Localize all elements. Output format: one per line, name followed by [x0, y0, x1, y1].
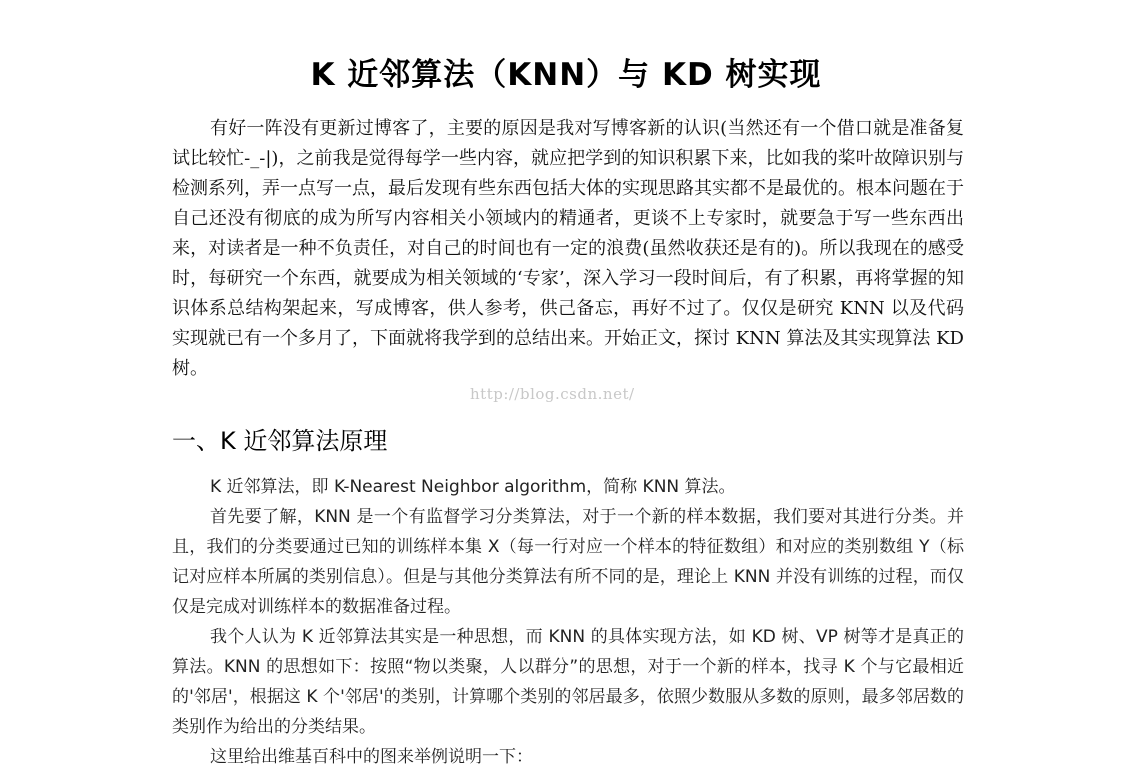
body-paragraph: K 近邻算法，即 K-Nearest Neighbor algorithm，简称 KNN 算法。	[210, 477, 736, 497]
section-body	[172, 472, 964, 772]
page-title: K 近邻算法（KNN）与 KD 树实现	[310, 56, 822, 93]
body-paragraph: 首先要了解，KNN 是一个有监督学习分类算法，对于一个新的样本数据，我们要对其进行分类。并且，我们的分类要通过已知的训练样本集 X（每一行对应一个样本的特征数组）和对应的类别数组 Y（标记对应样本所属的类别信息）。但是与其他分类算法有所不同的是，理论上 KNN 并没有训练的过程，而仅仅是完成对训练样本的数据准备过程。	[172, 507, 964, 617]
body-paragraph: 我个人认为 K 近邻算法其实是一种思想，而 KNN 的具体实现方法，如 KD 树、VP 树等才是真正的算法。KNN 的思想如下：按照“物以类聚，人以群分”的思想，对于一个新的样本，找寻 K 个与它最相近的'邻居'，根据这 K 个'邻居'的类别，计算哪个类别的邻居最多，依照少数服从多数的原则，最多邻居数的类别作为给出的分类结果。	[172, 627, 964, 737]
section-heading: 一、K 近邻算法原理	[172, 427, 388, 455]
body-paragraph: 这里给出维基百科中的图来举例说明一下：	[210, 747, 533, 767]
watermark-text: http://blog.csdn.net/	[470, 385, 635, 403]
intro-paragraph: 有好一阵没有更新过博客了，主要的原因是我对写博客新的认识(当然还有一个借口就是准备复试比较忙-_-|)，之前我是觉得每学一些内容，就应把学到的知识积累下来，比如我的桨叶故障识别与检测系列，弄一点写一点，最后发现有些东西包括大体的实现思路其实都不是最优的。根本问题在于自己还没有彻底的成为所写内容相关小领域内的精通者，更谈不上专家时，就要急于写一些东西出来，对读者是一种不负责任，对自己的时间也有一定的浪费(虽然收获还是有的)。所以我现在的感受时，每研究一个东西，就要成为相关领域的‘专家’，深入学习一段时间后，有了积累，再将掌握的知识体系总结构架起来，写成博客，供人参考，供己备忘，再好不过了。仅仅是研究 KNN 以及代码实现就已有一个多月了，下面就将我学到的总结出来。开始正文，探讨 KNN 算法及其实现算法 KD 树。	[172, 118, 964, 379]
